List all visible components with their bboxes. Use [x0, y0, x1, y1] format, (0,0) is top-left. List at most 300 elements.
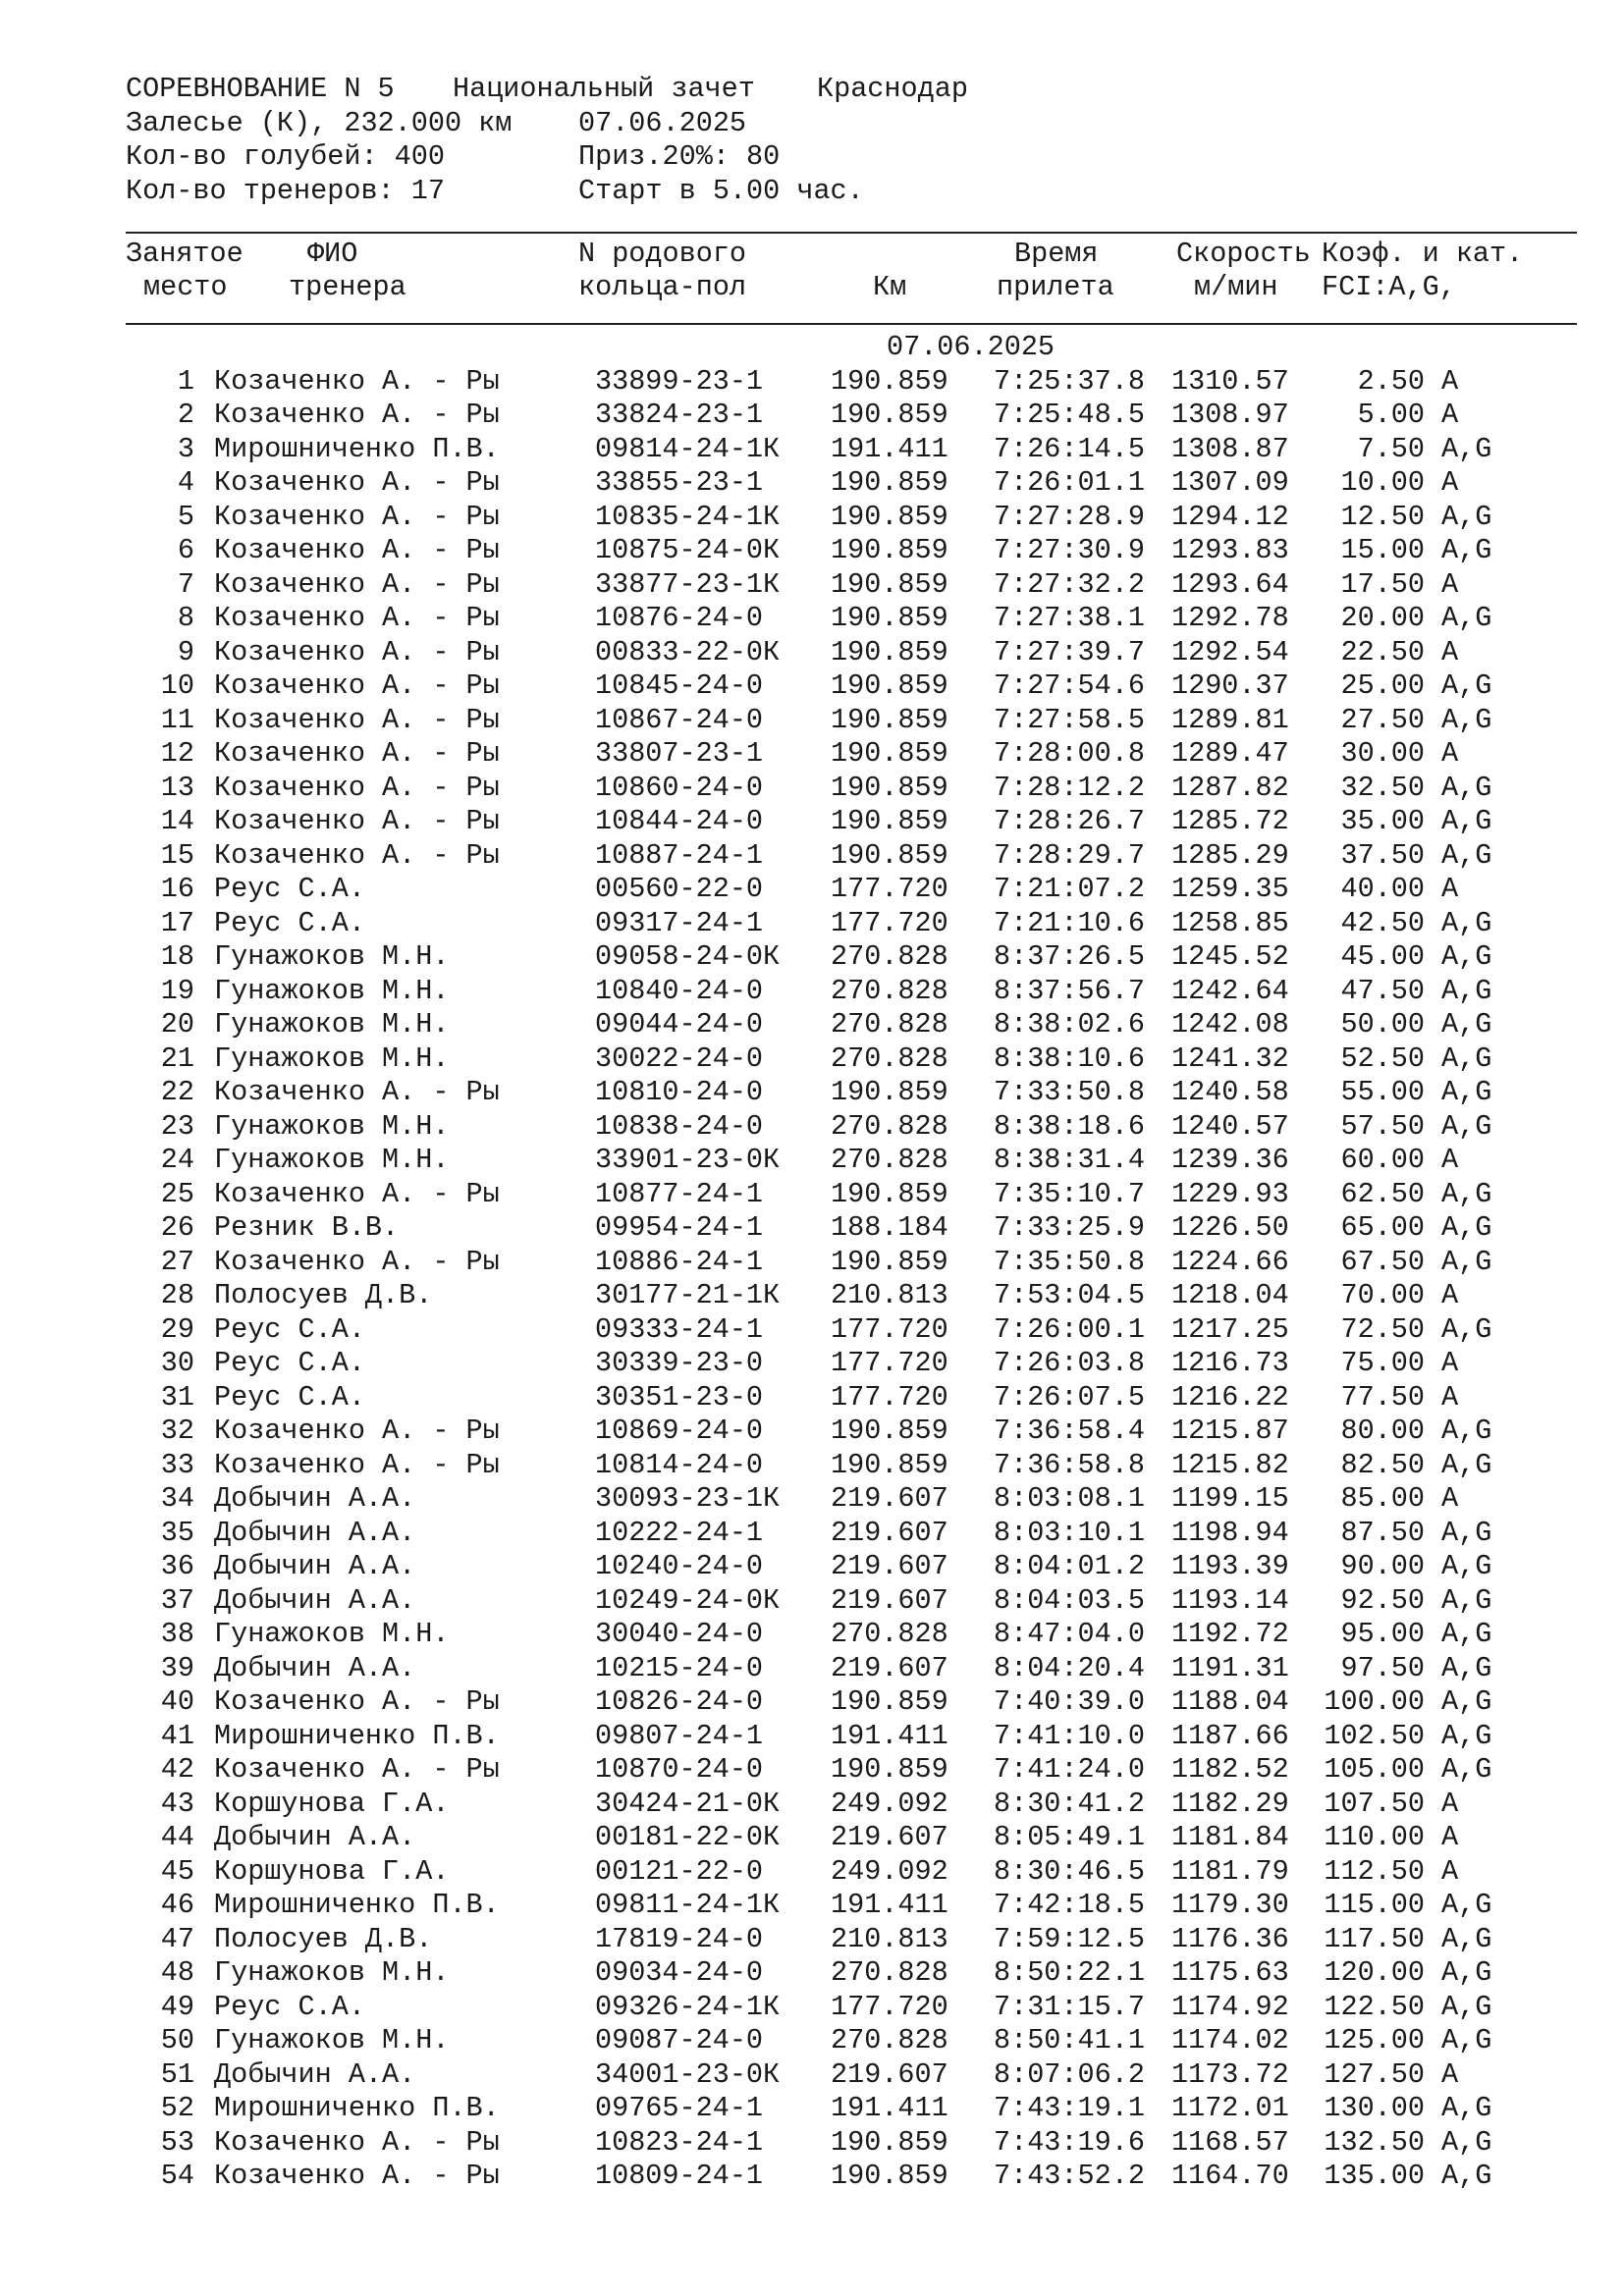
- cell-arrival-time: 7:41:24.0: [994, 1753, 1145, 1786]
- cell-speed: 1245.52: [1171, 940, 1289, 973]
- cell-distance-km: 219.607: [831, 1651, 948, 1684]
- table-row: [126, 1415, 1579, 1449]
- cell-trainer-name: Козаченко А. - Ры: [214, 567, 500, 601]
- cell-trainer-name: Реус С.А.: [214, 906, 365, 939]
- cell-trainer-name: Козаченко А. - Ры: [214, 534, 500, 566]
- cell-coefficient: 110.00: [1324, 1821, 1425, 1853]
- cell-trainer-name: Гунажоков М.Н.: [214, 1008, 450, 1041]
- cell-category: A,G: [1441, 703, 1492, 736]
- cell-ring-number: 10867-24-0: [595, 703, 764, 736]
- cell-category: A,G: [1441, 432, 1492, 465]
- cell-distance-km: 190.859: [831, 669, 948, 702]
- cell-arrival-time: 8:03:10.1: [994, 1516, 1145, 1549]
- cell-place: 29: [160, 1312, 194, 1346]
- cell-ring-number: 09317-24-1: [595, 906, 764, 939]
- cell-distance-km: 219.607: [831, 1821, 948, 1853]
- cell-category: A,G: [1441, 2092, 1492, 2124]
- cell-arrival-time: 8:38:31.4: [994, 1144, 1145, 1176]
- cell-category: A: [1441, 1380, 1459, 1414]
- cell-place: 10: [160, 669, 194, 702]
- cell-distance-km: 191.411: [831, 432, 948, 465]
- competition-type: Национальный зачет: [453, 73, 755, 105]
- cell-arrival-time: 8:04:03.5: [994, 1583, 1145, 1617]
- cell-category: A: [1441, 635, 1459, 668]
- header-line-trainers: [126, 175, 1579, 209]
- cell-speed: 1179.30: [1171, 1889, 1289, 1921]
- cell-place: 20: [160, 1008, 194, 1041]
- cell-place: 24: [160, 1144, 194, 1176]
- cell-ring-number: 10838-24-0: [595, 1109, 764, 1143]
- prize-count: Приз.20%: 80: [578, 140, 781, 173]
- cell-category: A,G: [1441, 669, 1492, 702]
- cell-category: A,G: [1441, 534, 1492, 566]
- cell-coefficient: 30.00: [1340, 737, 1425, 770]
- cell-speed: 1193.14: [1171, 1583, 1289, 1617]
- cell-speed: 1224.66: [1171, 1245, 1289, 1278]
- cell-distance-km: 188.184: [831, 1211, 948, 1244]
- cell-trainer-name: Козаченко А. - Ры: [214, 602, 500, 634]
- cell-arrival-time: 7:36:58.8: [994, 1448, 1145, 1481]
- cell-distance-km: 177.720: [831, 873, 948, 905]
- cell-category: A: [1441, 1347, 1459, 1379]
- cell-place: 38: [160, 1618, 194, 1650]
- cell-coefficient: 25.00: [1340, 669, 1425, 702]
- cell-speed: 1199.15: [1171, 1482, 1289, 1515]
- table-row: [126, 1889, 1579, 1923]
- cell-category: A,G: [1441, 1177, 1492, 1210]
- cell-distance-km: 177.720: [831, 1347, 948, 1379]
- column-headers: [126, 238, 1579, 305]
- table-row: [126, 1855, 1579, 1890]
- cell-trainer-name: Коршунова Г.А.: [214, 1854, 450, 1888]
- col-coef-1: Коэф. и кат.: [1322, 238, 1524, 270]
- cell-coefficient: 100.00: [1324, 1685, 1425, 1718]
- col-coef-2: FCI:A,G,: [1322, 271, 1456, 303]
- table-row: [126, 1449, 1579, 1483]
- cell-place: 19: [160, 974, 194, 1007]
- col-place-1: Занятое: [126, 238, 244, 270]
- header-rule: [126, 323, 1577, 325]
- table-row: [126, 2126, 1579, 2161]
- cell-ring-number: 09814-24-1К: [595, 432, 781, 465]
- cell-ring-number: 10215-24-0: [595, 1651, 764, 1684]
- cell-trainer-name: Гунажоков М.Н.: [214, 1144, 450, 1176]
- cell-trainer-name: Мирошниченко П.В.: [214, 1719, 500, 1752]
- cell-speed: 1308.87: [1171, 432, 1289, 465]
- cell-distance-km: 191.411: [831, 1889, 948, 1921]
- cell-category: A: [1441, 466, 1459, 499]
- cell-place: 30: [160, 1347, 194, 1379]
- cell-speed: 1181.84: [1171, 1821, 1289, 1853]
- cell-place: 26: [160, 1211, 194, 1244]
- release-point-distance: Залесье (К), 232.000 км: [126, 106, 513, 139]
- cell-ring-number: 10835-24-1К: [595, 500, 781, 533]
- cell-place: 36: [160, 1550, 194, 1582]
- cell-distance-km: 210.813: [831, 1922, 948, 1955]
- cell-distance-km: 177.720: [831, 1312, 948, 1346]
- cell-speed: 1242.64: [1171, 974, 1289, 1007]
- table-row: [126, 1991, 1579, 2025]
- cell-trainer-name: Реус С.А.: [214, 873, 365, 905]
- cell-speed: 1292.78: [1171, 602, 1289, 634]
- cell-ring-number: 10823-24-1: [595, 2125, 764, 2159]
- cell-place: 43: [160, 1787, 194, 1820]
- cell-speed: 1290.37: [1171, 669, 1289, 702]
- cell-place: 14: [160, 805, 194, 837]
- table-row: [126, 737, 1579, 772]
- cell-trainer-name: Козаченко А. - Ры: [214, 466, 500, 499]
- cell-trainer-name: Гунажоков М.Н.: [214, 1041, 450, 1075]
- cell-place: 50: [160, 2024, 194, 2056]
- cell-arrival-time: 7:33:25.9: [994, 1211, 1145, 1244]
- table-row: [126, 1618, 1579, 1652]
- cell-trainer-name: Козаченко А. - Ры: [214, 838, 500, 872]
- cell-distance-km: 190.859: [831, 399, 948, 431]
- cell-speed: 1289.47: [1171, 737, 1289, 770]
- table-row: [126, 1923, 1579, 1957]
- cell-ring-number: 30177-21-1К: [595, 1279, 781, 1311]
- cell-speed: 1192.72: [1171, 1618, 1289, 1650]
- cell-place: 53: [160, 2125, 194, 2159]
- table-row: [126, 636, 1579, 670]
- cell-coefficient: 35.00: [1340, 805, 1425, 837]
- cell-ring-number: 09326-24-1К: [595, 1990, 781, 2023]
- cell-speed: 1310.57: [1171, 364, 1289, 398]
- cell-category: A,G: [1441, 1651, 1492, 1684]
- cell-trainer-name: Гунажоков М.Н.: [214, 940, 450, 973]
- table-row: [126, 602, 1579, 636]
- cell-speed: 1182.52: [1171, 1753, 1289, 1786]
- cell-category: A,G: [1441, 1753, 1492, 1786]
- cell-arrival-time: 7:36:58.4: [994, 1415, 1145, 1447]
- cell-coefficient: 120.00: [1324, 1956, 1425, 1989]
- cell-place: 25: [160, 1177, 194, 1210]
- table-row: [126, 1076, 1579, 1110]
- cell-distance-km: 219.607: [831, 1550, 948, 1582]
- cell-arrival-time: 7:27:58.5: [994, 703, 1145, 736]
- cell-arrival-time: 7:35:10.7: [994, 1177, 1145, 1210]
- cell-distance-km: 270.828: [831, 1618, 948, 1650]
- cell-distance-km: 190.859: [831, 1076, 948, 1108]
- cell-coefficient: 60.00: [1340, 1144, 1425, 1176]
- table-row: [126, 2024, 1579, 2058]
- cell-ring-number: 10870-24-0: [595, 1753, 764, 1786]
- cell-category: A,G: [1441, 500, 1492, 533]
- cell-place: 32: [160, 1415, 194, 1447]
- cell-category: A,G: [1441, 1211, 1492, 1244]
- cell-arrival-time: 7:43:19.6: [994, 2125, 1145, 2159]
- table-row: [126, 1211, 1579, 1246]
- cell-distance-km: 190.859: [831, 500, 948, 533]
- cell-place: 17: [160, 906, 194, 939]
- cell-arrival-time: 7:31:15.7: [994, 1990, 1145, 2023]
- cell-ring-number: 10875-24-0К: [595, 534, 781, 566]
- cell-place: 49: [160, 1990, 194, 2023]
- cell-coefficient: 90.00: [1340, 1550, 1425, 1582]
- cell-trainer-name: Козаченко А. - Ры: [214, 1685, 500, 1718]
- date-separator-row: [126, 331, 1579, 365]
- cell-category: A: [1441, 873, 1459, 905]
- cell-category: A,G: [1441, 1312, 1492, 1346]
- table-row: [126, 805, 1579, 839]
- cell-speed: 1175.63: [1171, 1956, 1289, 1989]
- cell-trainer-name: Мирошниченко П.В.: [214, 2092, 500, 2124]
- cell-category: A: [1441, 1144, 1459, 1176]
- table-row: [126, 1956, 1579, 1991]
- table-row: [126, 534, 1579, 568]
- cell-ring-number: 10222-24-1: [595, 1516, 764, 1549]
- cell-arrival-time: 8:30:46.5: [994, 1854, 1145, 1888]
- cell-trainer-name: Добычин А.А.: [214, 1583, 416, 1617]
- cell-speed: 1287.82: [1171, 771, 1289, 804]
- cell-ring-number: 00560-22-0: [595, 873, 764, 905]
- competition-date: 07.06.2025: [578, 106, 747, 139]
- cell-distance-km: 190.859: [831, 364, 948, 398]
- cell-arrival-time: 7:43:52.2: [994, 2160, 1145, 2192]
- cell-coefficient: 125.00: [1324, 2024, 1425, 2056]
- cell-distance-km: 190.859: [831, 567, 948, 601]
- cell-category: A,G: [1441, 1990, 1492, 2023]
- table-row: [126, 1381, 1579, 1415]
- cell-arrival-time: 7:26:01.1: [994, 466, 1145, 499]
- cell-trainer-name: Добычин А.А.: [214, 1550, 416, 1582]
- competition-city: Краснодар: [817, 73, 968, 105]
- cell-speed: 1226.50: [1171, 1211, 1289, 1244]
- cell-speed: 1289.81: [1171, 703, 1289, 736]
- cell-place: 9: [177, 635, 194, 668]
- cell-category: A: [1441, 1854, 1459, 1888]
- cell-distance-km: 210.813: [831, 1279, 948, 1311]
- table-row: [126, 433, 1579, 467]
- cell-distance-km: 219.607: [831, 1583, 948, 1617]
- cell-trainer-name: Гунажоков М.Н.: [214, 1618, 450, 1650]
- cell-coefficient: 17.50: [1340, 567, 1425, 601]
- cell-place: 31: [160, 1380, 194, 1414]
- cell-place: 6: [177, 534, 194, 566]
- cell-category: A,G: [1441, 771, 1492, 804]
- cell-trainer-name: Гунажоков М.Н.: [214, 1109, 450, 1143]
- col-speed-1: Скорость: [1176, 238, 1311, 270]
- cell-place: 1: [177, 364, 194, 398]
- cell-category: A,G: [1441, 1076, 1492, 1108]
- cell-arrival-time: 7:43:19.1: [994, 2092, 1145, 2124]
- cell-category: A,G: [1441, 805, 1492, 837]
- cell-place: 13: [160, 771, 194, 804]
- cell-arrival-time: 8:38:10.6: [994, 1041, 1145, 1075]
- col-name-2: тренера: [289, 271, 406, 303]
- header-line-pigeons: [126, 140, 1579, 175]
- cell-coefficient: 77.50: [1340, 1380, 1425, 1414]
- cell-place: 15: [160, 838, 194, 872]
- cell-speed: 1293.64: [1171, 567, 1289, 601]
- table-row: [126, 2058, 1579, 2093]
- cell-category: A,G: [1441, 1583, 1492, 1617]
- cell-ring-number: 10886-24-1: [595, 1245, 764, 1278]
- cell-coefficient: 40.00: [1340, 873, 1425, 905]
- results-table: [126, 365, 1579, 2194]
- table-row: [126, 2092, 1579, 2126]
- cell-trainer-name: Козаченко А. - Ры: [214, 1415, 500, 1447]
- cell-ring-number: 30339-23-0: [595, 1347, 764, 1379]
- cell-coefficient: 95.00: [1340, 1618, 1425, 1650]
- cell-coefficient: 122.50: [1324, 1990, 1425, 2023]
- cell-place: 21: [160, 1041, 194, 1075]
- cell-speed: 1168.57: [1171, 2125, 1289, 2159]
- cell-ring-number: 10810-24-0: [595, 1076, 764, 1108]
- cell-ring-number: 10814-24-0: [595, 1448, 764, 1481]
- cell-category: A,G: [1441, 2024, 1492, 2056]
- cell-coefficient: 127.50: [1324, 2057, 1425, 2091]
- cell-trainer-name: Добычин А.А.: [214, 2057, 416, 2091]
- cell-arrival-time: 7:28:26.7: [994, 805, 1145, 837]
- cell-ring-number: 30022-24-0: [595, 1041, 764, 1075]
- cell-speed: 1176.36: [1171, 1922, 1289, 1955]
- cell-coefficient: 55.00: [1340, 1076, 1425, 1108]
- col-name-1: ФИО: [307, 238, 358, 270]
- cell-coefficient: 37.50: [1340, 838, 1425, 872]
- cell-coefficient: 22.50: [1340, 635, 1425, 668]
- cell-distance-km: 190.859: [831, 635, 948, 668]
- cell-distance-km: 177.720: [831, 1380, 948, 1414]
- cell-ring-number: 00833-22-0К: [595, 635, 781, 668]
- cell-category: A,G: [1441, 974, 1492, 1007]
- cell-coefficient: 32.50: [1340, 771, 1425, 804]
- cell-distance-km: 177.720: [831, 906, 948, 939]
- cell-ring-number: 09811-24-1К: [595, 1889, 781, 1921]
- cell-category: A,G: [1441, 1550, 1492, 1582]
- cell-trainer-name: Козаченко А. - Ры: [214, 1753, 500, 1786]
- cell-trainer-name: Полосуев Д.В.: [214, 1922, 433, 1955]
- cell-ring-number: 33824-23-1: [595, 399, 764, 431]
- cell-trainer-name: Козаченко А. - Ры: [214, 1245, 500, 1278]
- cell-category: A: [1441, 364, 1459, 398]
- col-place-2: место: [143, 271, 228, 303]
- cell-speed: 1307.09: [1171, 466, 1289, 499]
- cell-speed: 1216.73: [1171, 1347, 1289, 1379]
- cell-category: A,G: [1441, 2160, 1492, 2192]
- cell-distance-km: 191.411: [831, 1719, 948, 1752]
- table-row: [126, 1652, 1579, 1686]
- table-row: [126, 1517, 1579, 1551]
- cell-trainer-name: Гунажоков М.Н.: [214, 2024, 450, 2056]
- table-row: [126, 1753, 1579, 1788]
- header-line-competition: [126, 73, 1579, 107]
- cell-ring-number: 33899-23-1: [595, 364, 764, 398]
- table-row: [126, 1042, 1579, 1077]
- cell-category: A: [1441, 1821, 1459, 1853]
- cell-coefficient: 2.50: [1357, 364, 1425, 398]
- cell-speed: 1242.08: [1171, 1008, 1289, 1041]
- cell-coefficient: 87.50: [1340, 1516, 1425, 1549]
- cell-speed: 1181.79: [1171, 1854, 1289, 1888]
- table-row: [126, 1178, 1579, 1212]
- cell-category: A,G: [1441, 2125, 1492, 2159]
- cell-coefficient: 117.50: [1324, 1922, 1425, 1955]
- cell-speed: 1285.72: [1171, 805, 1289, 837]
- cell-distance-km: 219.607: [831, 2057, 948, 2091]
- cell-ring-number: 10887-24-1: [595, 838, 764, 872]
- cell-arrival-time: 8:05:49.1: [994, 1821, 1145, 1853]
- cell-coefficient: 67.50: [1340, 1245, 1425, 1278]
- cell-ring-number: 10877-24-1: [595, 1177, 764, 1210]
- cell-distance-km: 190.859: [831, 1753, 948, 1786]
- cell-coefficient: 132.50: [1324, 2125, 1425, 2159]
- cell-category: A,G: [1441, 838, 1492, 872]
- cell-coefficient: 82.50: [1340, 1448, 1425, 1481]
- cell-coefficient: 102.50: [1324, 1719, 1425, 1752]
- cell-speed: 1259.35: [1171, 873, 1289, 905]
- cell-place: 37: [160, 1583, 194, 1617]
- cell-distance-km: 270.828: [831, 1008, 948, 1041]
- table-row: [126, 1246, 1579, 1280]
- cell-place: 4: [177, 466, 194, 499]
- cell-trainer-name: Козаченко А. - Ры: [214, 805, 500, 837]
- cell-ring-number: 30424-21-0К: [595, 1787, 781, 1820]
- cell-arrival-time: 8:37:56.7: [994, 974, 1145, 1007]
- cell-arrival-time: 7:26:14.5: [994, 432, 1145, 465]
- cell-place: 28: [160, 1279, 194, 1311]
- cell-coefficient: 115.00: [1324, 1889, 1425, 1921]
- table-row: [126, 772, 1579, 806]
- cell-place: 45: [160, 1854, 194, 1888]
- cell-trainer-name: Козаченко А. - Ры: [214, 703, 500, 736]
- table-row: [126, 501, 1579, 535]
- cell-category: A: [1441, 737, 1459, 770]
- table-row: [126, 399, 1579, 433]
- cell-trainer-name: Козаченко А. - Ры: [214, 669, 500, 702]
- table-row: [126, 669, 1579, 704]
- cell-trainer-name: Мирошниченко П.В.: [214, 1889, 500, 1921]
- cell-arrival-time: 7:27:39.7: [994, 635, 1145, 668]
- cell-trainer-name: Козаченко А. - Ры: [214, 399, 500, 431]
- cell-place: 35: [160, 1516, 194, 1549]
- cell-category: A,G: [1441, 1956, 1492, 1989]
- cell-ring-number: 10860-24-0: [595, 771, 764, 804]
- cell-coefficient: 80.00: [1340, 1415, 1425, 1447]
- cell-distance-km: 270.828: [831, 1041, 948, 1075]
- cell-coefficient: 15.00: [1340, 534, 1425, 566]
- cell-coefficient: 62.50: [1340, 1177, 1425, 1210]
- cell-place: 48: [160, 1956, 194, 1989]
- cell-place: 52: [160, 2092, 194, 2124]
- cell-distance-km: 190.859: [831, 838, 948, 872]
- cell-place: 41: [160, 1719, 194, 1752]
- cell-distance-km: 190.859: [831, 1177, 948, 1210]
- cell-coefficient: 7.50: [1357, 432, 1425, 465]
- cell-category: A,G: [1441, 1685, 1492, 1718]
- cell-trainer-name: Козаченко А. - Ры: [214, 2160, 500, 2192]
- cell-arrival-time: 7:25:48.5: [994, 399, 1145, 431]
- cell-place: 22: [160, 1076, 194, 1108]
- cell-ring-number: 09034-24-0: [595, 1956, 764, 1989]
- cell-ring-number: 10840-24-0: [595, 974, 764, 1007]
- cell-category: A,G: [1441, 1922, 1492, 1955]
- cell-speed: 1187.66: [1171, 1719, 1289, 1752]
- cell-speed: 1173.72: [1171, 2057, 1289, 2091]
- cell-speed: 1294.12: [1171, 500, 1289, 533]
- cell-arrival-time: 7:53:04.5: [994, 1279, 1145, 1311]
- table-row: [126, 466, 1579, 501]
- cell-arrival-time: 7:25:37.8: [994, 364, 1145, 398]
- cell-speed: 1258.85: [1171, 906, 1289, 939]
- cell-speed: 1239.36: [1171, 1144, 1289, 1176]
- cell-ring-number: 10240-24-0: [595, 1550, 764, 1582]
- cell-trainer-name: Добычин А.А.: [214, 1482, 416, 1515]
- competition-number: СОРЕВНОВАНИЕ N 5: [126, 73, 395, 105]
- header-line-distance: [126, 107, 1579, 141]
- cell-trainer-name: Козаченко А. - Ры: [214, 737, 500, 770]
- cell-arrival-time: 7:28:12.2: [994, 771, 1145, 804]
